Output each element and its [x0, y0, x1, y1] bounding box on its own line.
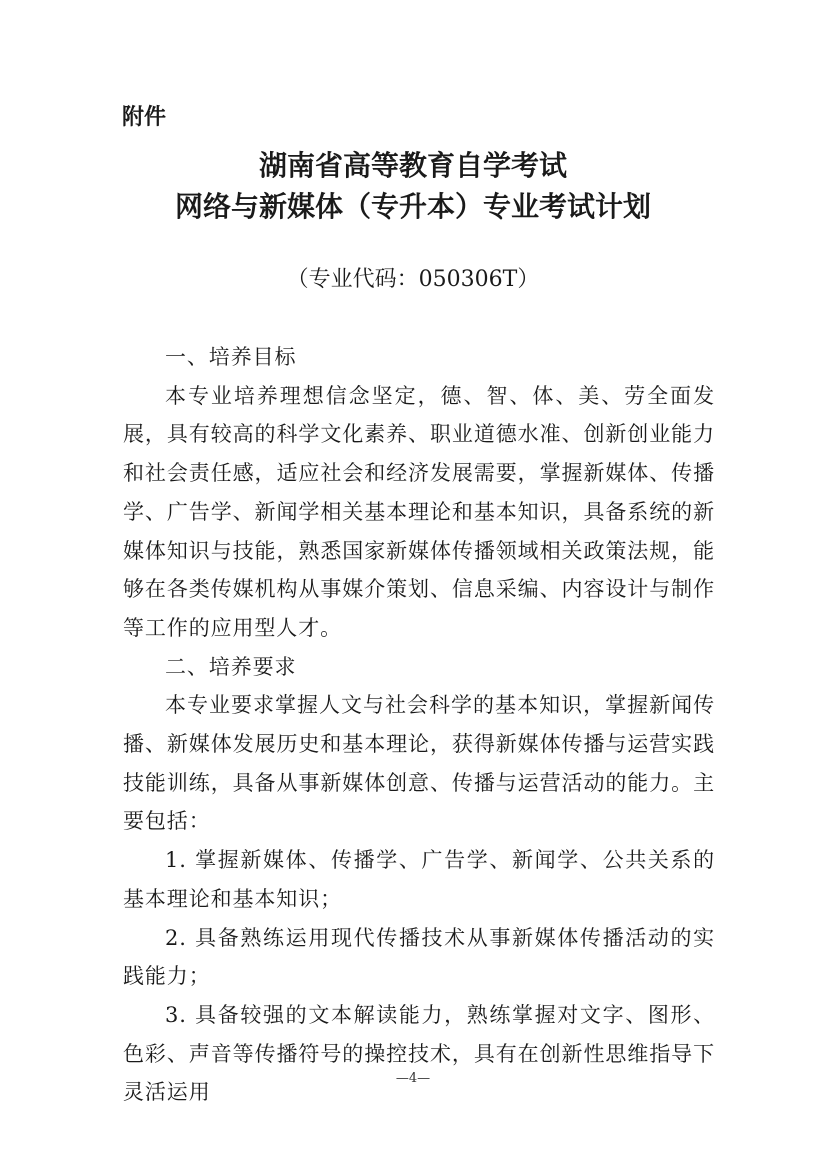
section-heading-requirements: 二、培养要求 — [165, 654, 297, 679]
paragraph-objectives: 本专业培养理想信念坚定，德、智、体、美、劳全面发展，具有较高的科学文化素养、职业道德水准、创新创业能力和社会责任感，适应社会和经济发展需要，掌握新媒体、传播学、广告学、新闻学相关基本理论和基本知识，具备系统的新媒体知识与技能，熟悉国家新媒体传播领域相关政策法规，能够在各类传媒机构从事媒介策划、信息采编、内容设计与制作等工作的应用型人才。 — [123, 383, 715, 640]
document-title-line2: 网络与新媒体（专升本）专业考试计划 — [174, 190, 651, 223]
page-number: —4— — [395, 1071, 431, 1086]
document-title-line1: 湖南省高等教育自学考试 — [258, 149, 567, 182]
attachment-label: 附件 — [122, 105, 167, 130]
section-heading-objectives: 一、培养目标 — [165, 345, 297, 369]
requirement-item-2: 2. 具备熟练运用现代传播技术从事新媒体传播活动的实践能力； — [123, 925, 715, 989]
paragraph-requirements: 本专业要求掌握人文与社会科学的基本知识，掌握新闻传播、新媒体发展历史和基本理论，获得新媒体传播与运营实践技能训练，具备从事新媒体创意、传播与运营活动的能力。主要包括： — [123, 693, 715, 834]
requirement-item-1: 1. 掌握新媒体、传播学、广告学、新闻学、公共关系的基本理论和基本知识； — [123, 848, 715, 911]
major-code: （专业代码：050306T） — [286, 267, 540, 292]
document-body — [123, 338, 715, 1112]
requirement-item-3: 3. 具备较强的文本解读能力，熟练掌握对文字、图形、色彩、声音等传播符号的操控技术，具有在创新性思维指导下灵活运用 — [123, 1002, 715, 1105]
